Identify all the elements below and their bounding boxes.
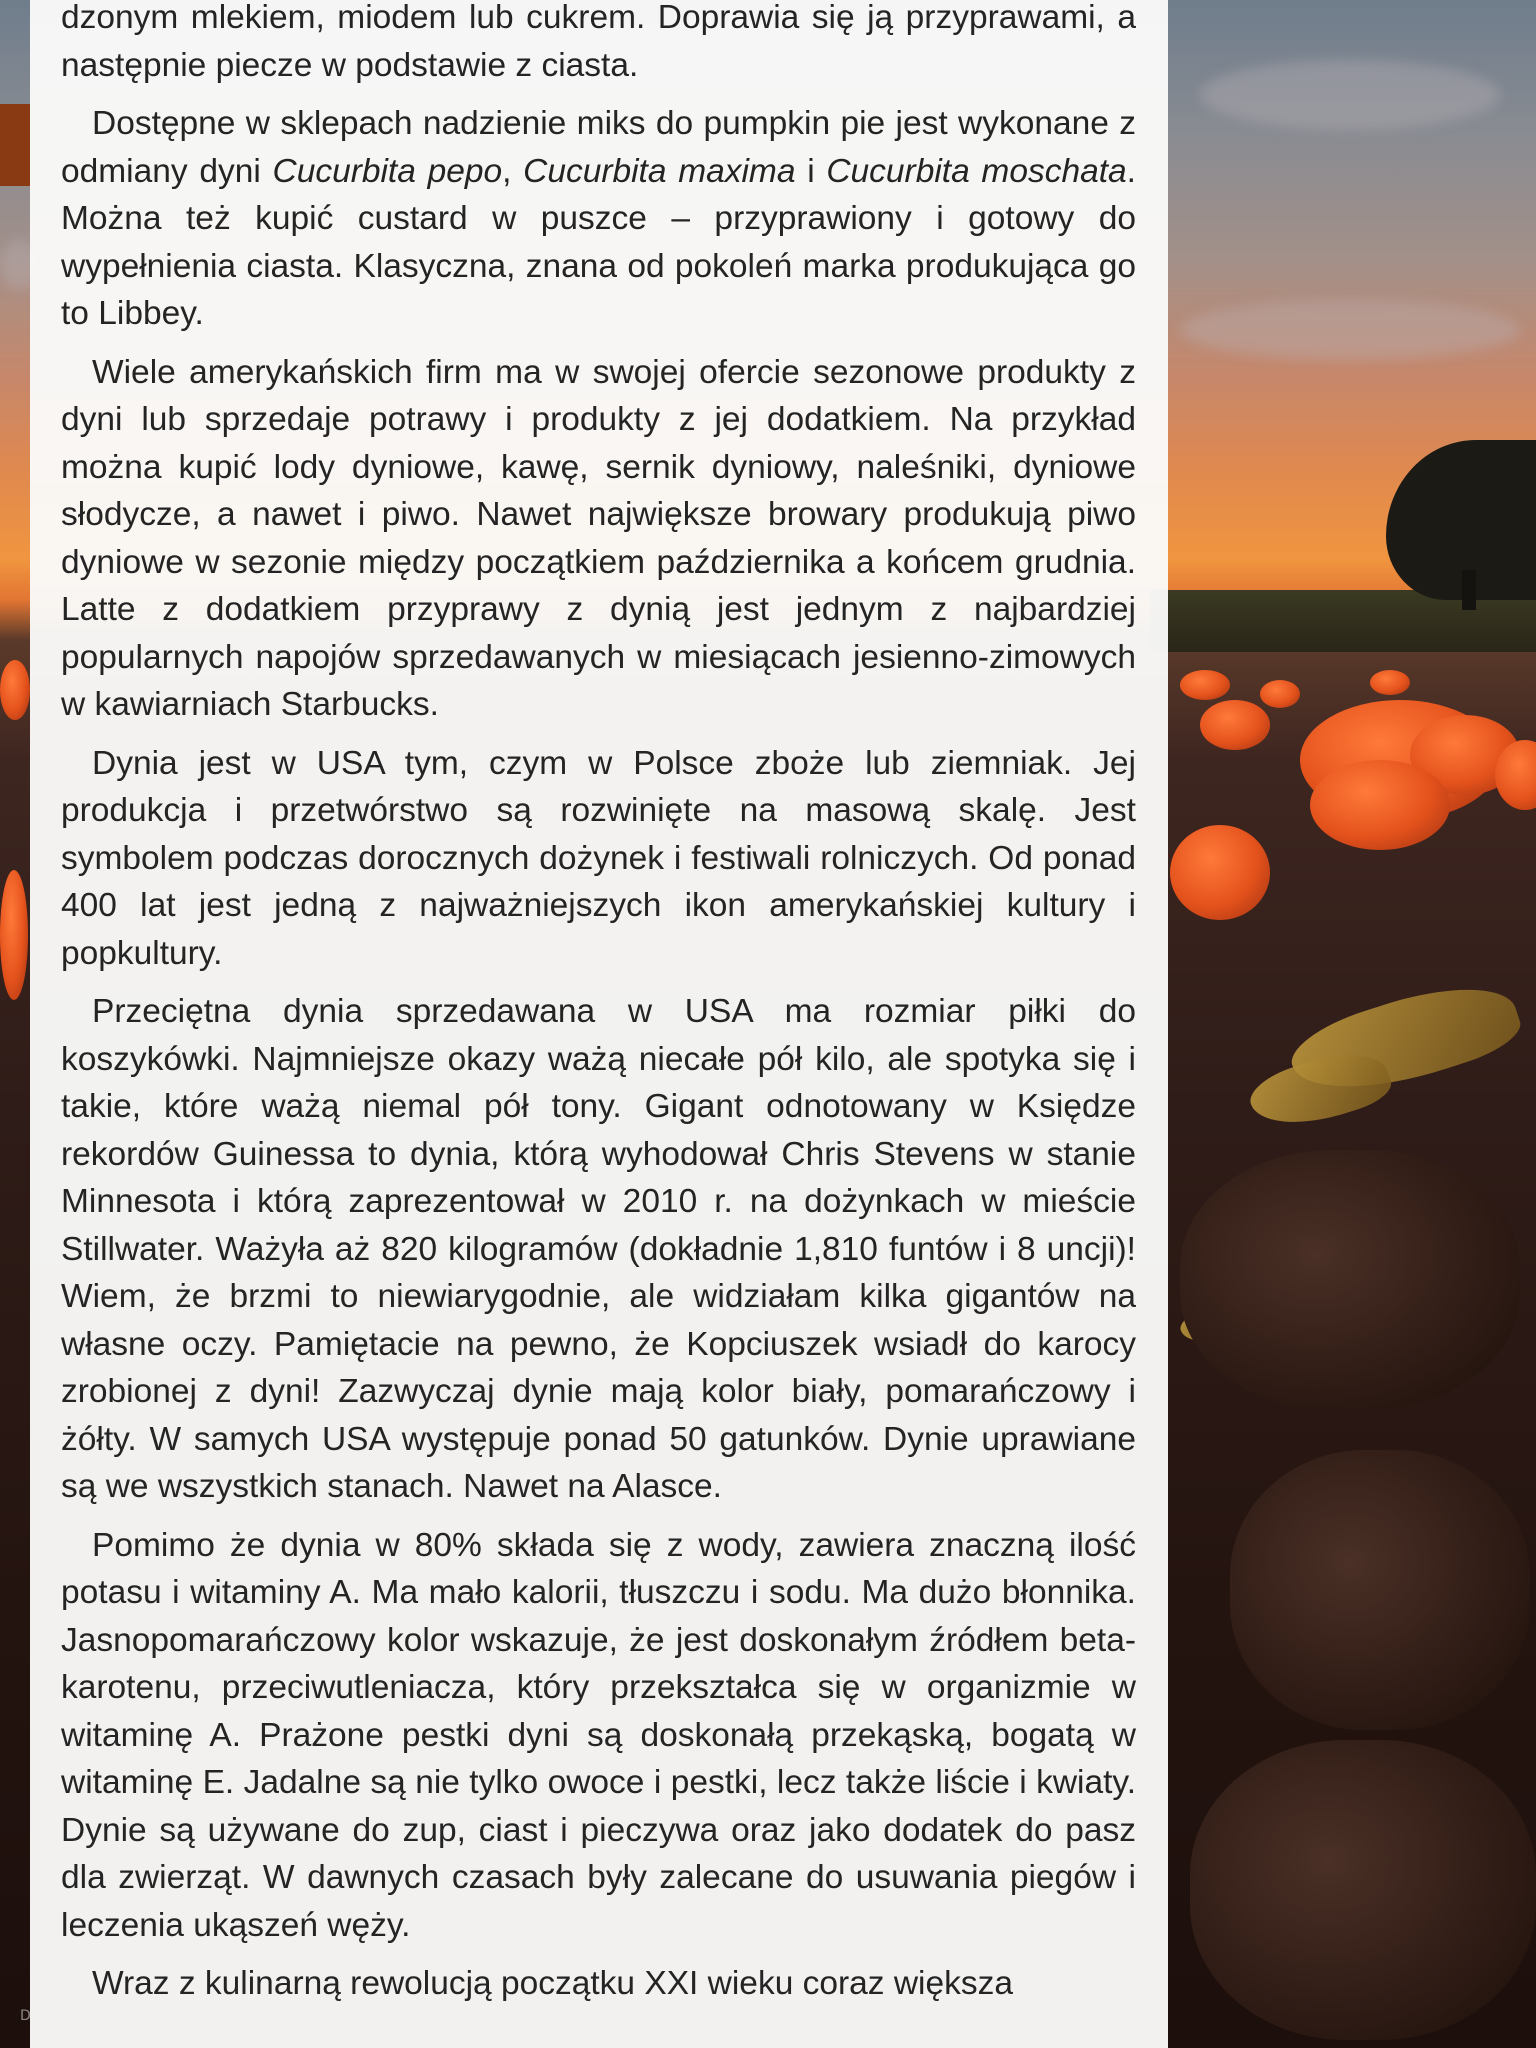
article-text [61,0,1136,2008]
text-run: . Można też kupić custard w puszce – przyprawiony i gotowy do wypełnienia ciasta. Klasyczna, znana od pokoleń marka produkująca go to Libbey. [61,152,1136,332]
pumpkin [1370,670,1410,695]
cloud-shape [1200,60,1500,130]
pumpkin [1200,700,1270,750]
italic-species-name: Cucurbita maxima [523,152,796,190]
corner-mark: D [20,2008,31,2024]
paragraph: dzonym mlekiem, miodem lub cukrem. Doprawia się ją przyprawami, a następnie piecze w podstawie z ciasta. [61,0,1136,84]
text-run: Dostępne w sklepach nadzienie miks do pumpkin pie jest wykonane z odmiany dyni [61,105,1136,190]
pumpkin [0,660,30,720]
dark-foliage [1230,1450,1530,1730]
pumpkin [1180,670,1230,700]
pumpkin [0,870,28,1000]
italic-species-name: Cucurbita moschata [826,152,1127,190]
paragraph [61,100,1136,338]
pumpkin [1170,825,1270,920]
dark-foliage [1180,1150,1520,1410]
paragraph: Wiele amerykańskich firm ma w swojej ofercie sezonowe produkty z dyni lub sprzedaje potrawy i produkty z jej dodatkiem. Na przykład można kupić lody dyniowe, kawę, sernik dyniowy, naleśniki, dyniowe słodycze, a nawet i piwo. Nawet największe browary produkują piwo dyniowe w sezonie między początkiem października a końcem grudnia. Latte z dodatkiem przyprawy z dynią jest jednym z najbardziej popularnych napojów sprzedawanych w miesiącach jesienno-zimowych w kawiarniach Starbucks. [61,353,1136,723]
tree-trunk [1462,570,1476,610]
paragraph: Przeciętna dynia sprzedawana w USA ma rozmiar piłki do koszykówki. Najmniejsze okazy ważą niecałe pół kilo, ale spotyka się i takie, które ważą niemal pół tony. Gigant odnotowany w Księdze rekordów Guinessa to dynia, którą wyhodował Chris Stevens w stanie Minnesota i którą zaprezentował w 2010 r. na dożynkach w mieście Stillwater. Ważyła aż 820 kilogramów (dokładnie 1,810 funtów i 8 uncji)! Wiem, że brzmi to niewiarygodnie, ale widziałam kilka gigantów na własne oczy. Pamiętacie na pewno, że Kopciuszek wsiadł do karocy zrobionej z dyni! Zazwyczaj dynie mają kolor biały, pomarańczowy i żółty. W samych USA występuje ponad 50 gatunków. Dynie uprawiane są we wszystkich stanach. Nawet na Alasce. [61,993,1136,1505]
paragraph: Dynia jest w USA tym, czym w Polsce zboże lub ziemniak. Jej produkcja i przetwórstwo są rozwinięte na masową skalę. Jest symbolem podczas dorocznych dożynek i festiwali rolniczych. Od ponad 400 lat jest jedną z najważniejszych ikon amerykańskiej kultury i popkultury. [61,744,1136,972]
pumpkin [1310,760,1450,850]
book-page [30,0,1168,2048]
left-edge-accent [0,104,30,186]
paragraph: Wraz z kulinarną rewolucją początku XXI wieku coraz większa [92,1965,1014,2002]
paragraph: Pomimo że dynia w 80% składa się z wody, zawiera znaczną ilość potasu i witaminy A. Ma mało kalorii, tłuszczu i sodu. Ma dużo błonnika. Jasnopomarańczowy kolor wskazuje, że jest doskonałym źródłem beta-karotenu, przeciwutleniacza, który przekształca się w organizmie w witaminę A. Prażone pestki dyni są doskonałą przekąską, bogatą w witaminę E. Jadalne są nie tylko owoce i pestki, lecz także liście i kwiaty. Dynie są używane do zup, ciast i pieczywa oraz jako dodatek do pasz dla zwierząt. W dawnych czasach były zalecane do usuwania piegów i leczenia ukąszeń węży. [61,1526,1136,1944]
dark-foliage [1190,1740,1536,2040]
text-run: i [795,152,827,190]
pumpkin [1260,680,1300,708]
tree-silhouette [1386,440,1536,600]
italic-species-name: Cucurbita pepo [272,152,503,190]
cloud-shape [1180,300,1520,360]
text-run: , [502,152,524,190]
